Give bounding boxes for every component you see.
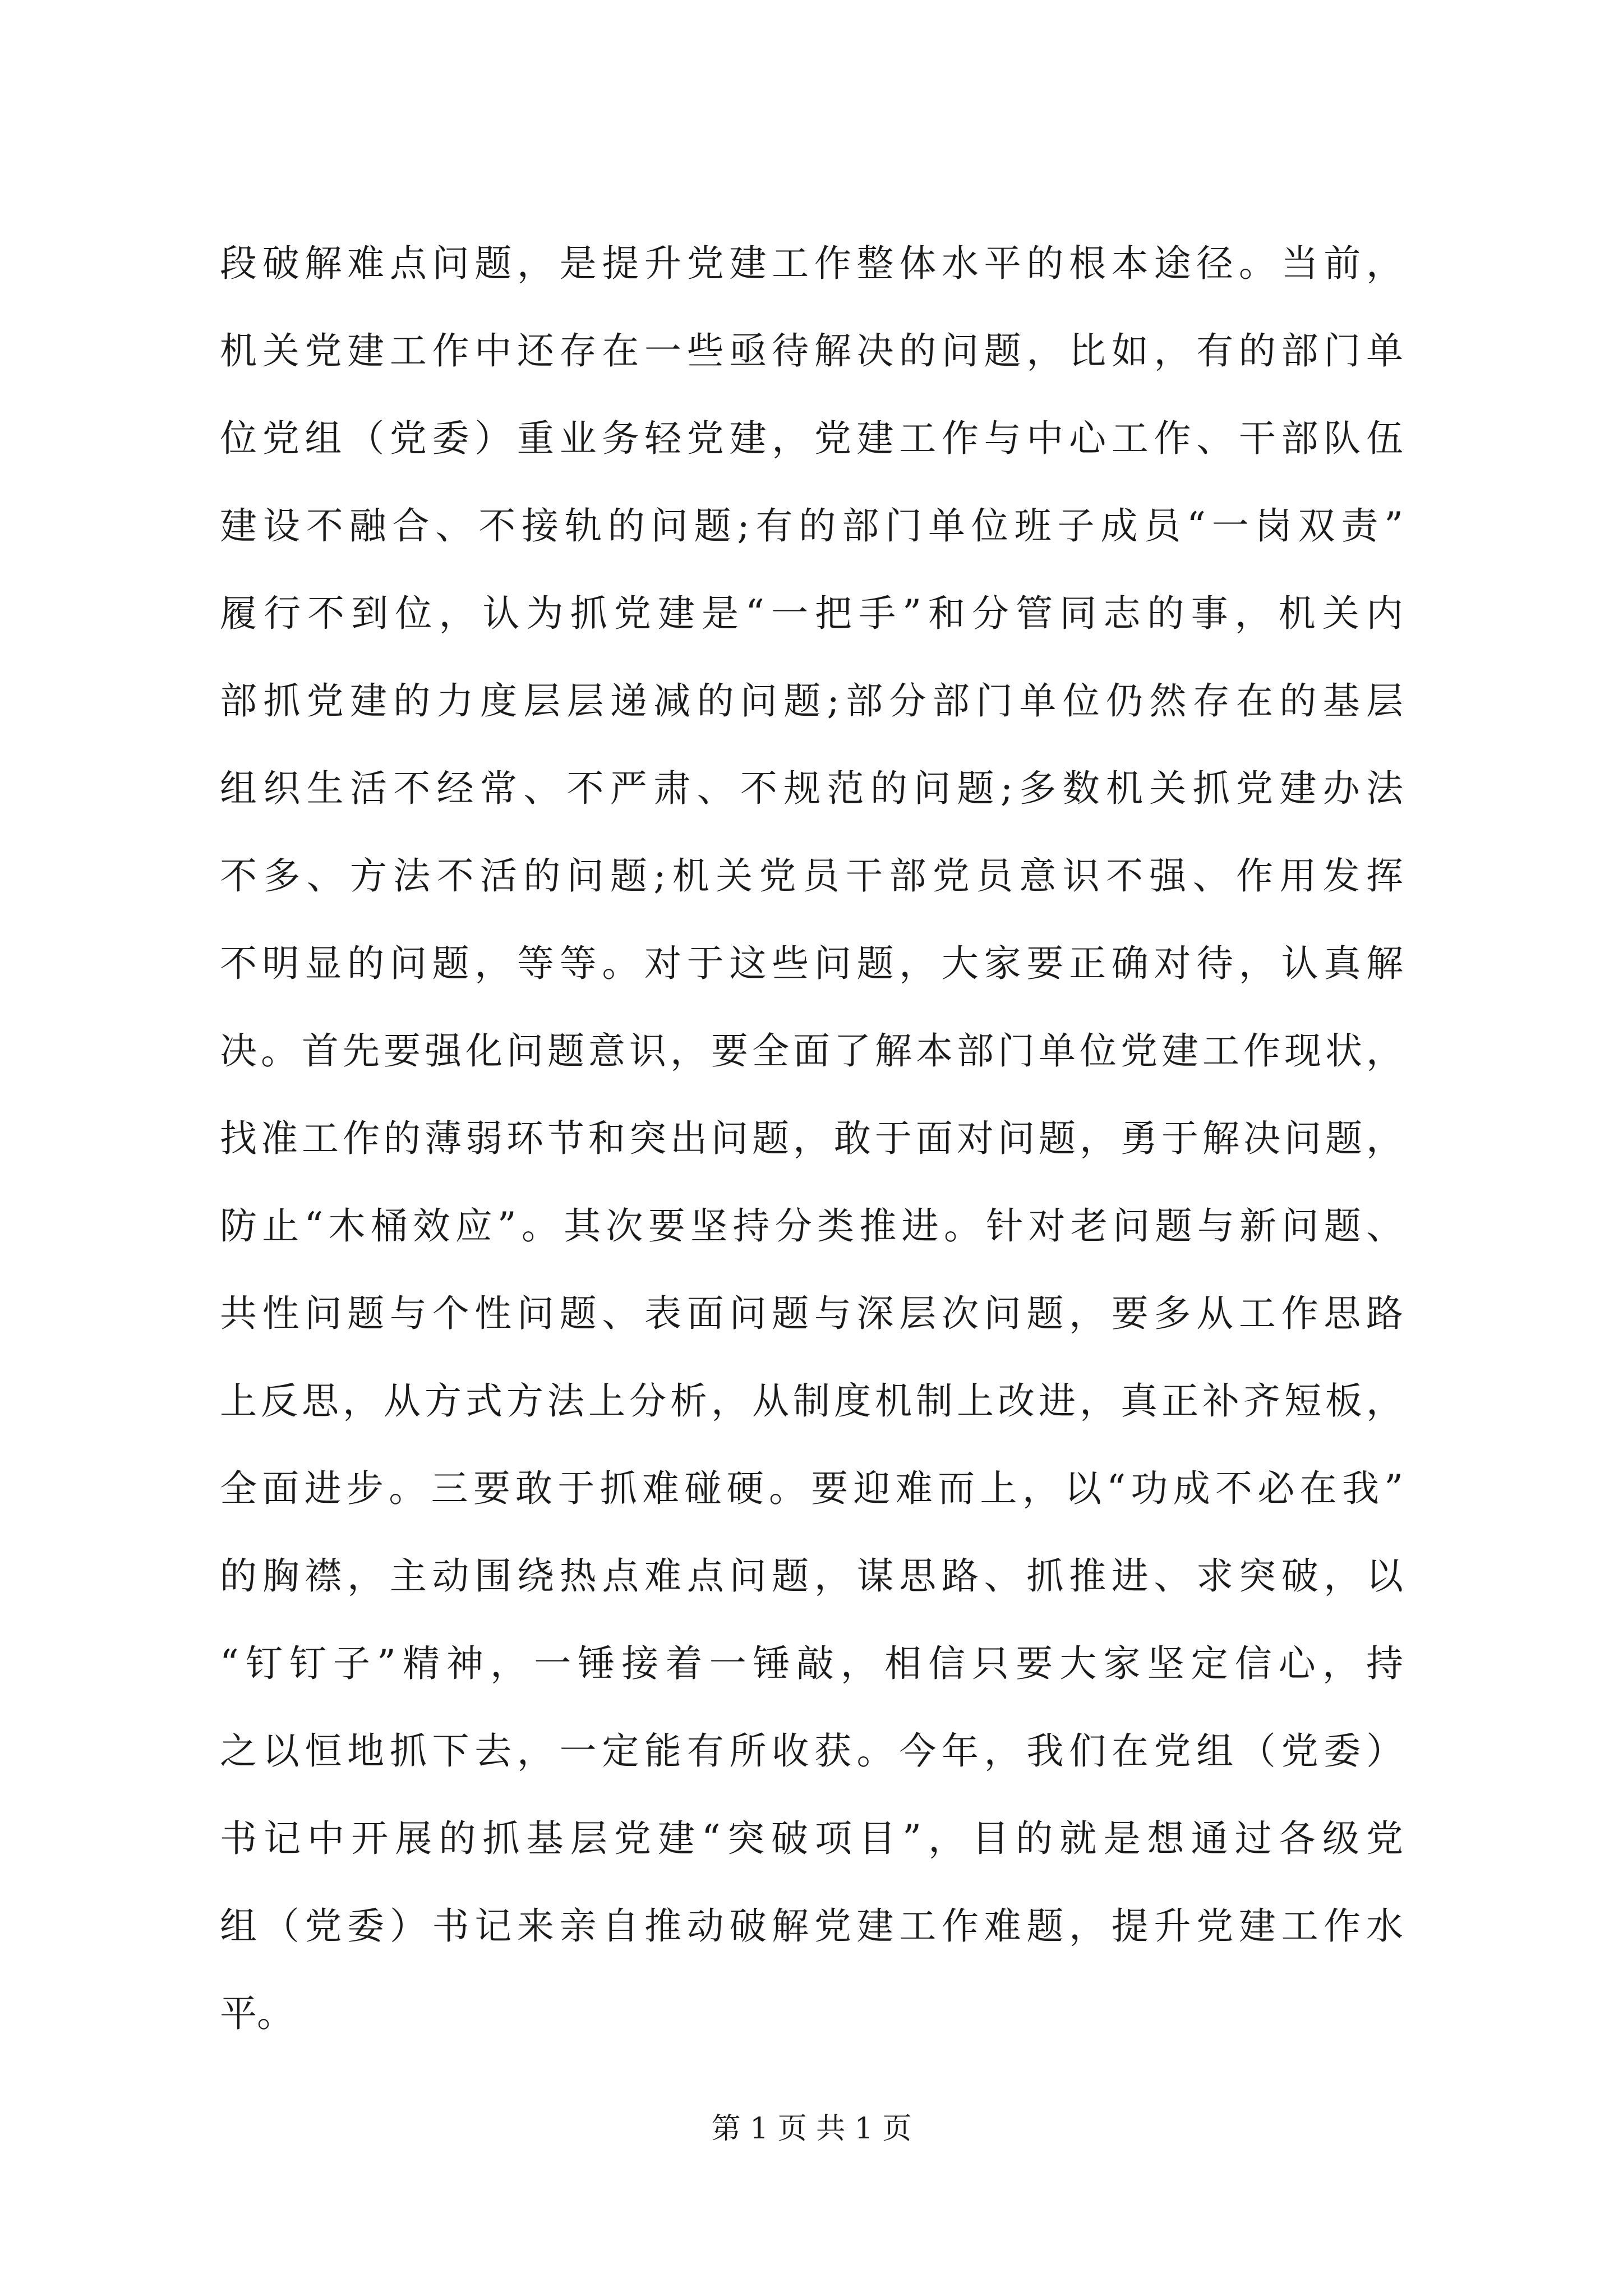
text-line: 决。首先要强化问题意识，要全面了解本部门单位党建工作现状， — [220, 1029, 1403, 1073]
text-line: 不多、方法不活的问题;机关党员干部党员意识不强、作用发挥 — [220, 854, 1403, 898]
text-line: 上反思，从方式方法上分析，从制度机制上改进，真正补齐短板， — [220, 1379, 1403, 1423]
page-footer: 第 1 页 共 1 页 — [711, 2112, 912, 2146]
body-text — [220, 220, 1403, 2058]
text-line: 防止“木桶效应”。其次要坚持分类推进。针对老问题与新问题、 — [220, 1204, 1403, 1248]
text-line: 之以恒地抓下去，一定能有所收获。今年，我们在党组（党委） — [220, 1729, 1403, 1773]
text-line: 全面进步。三要敢于抓难碰硬。要迎难而上，以“功成不必在我” — [220, 1467, 1403, 1510]
text-line: 的胸襟，主动围绕热点难点问题，谋思路、抓推进、求突破，以 — [220, 1554, 1403, 1598]
text-line: 不明显的问题，等等。对于这些问题，大家要正确对待，认真解 — [220, 942, 1403, 985]
text-line: 履行不到位，认为抓党建是“一把手”和分管同志的事，机关内 — [220, 592, 1403, 635]
text-line: 组（党委）书记来亲自推动破解党建工作难题，提升党建工作水 — [220, 1904, 1403, 1948]
text-line: 机关党建工作中还存在一些亟待解决的问题，比如，有的部门单 — [220, 329, 1403, 372]
text-line: 共性问题与个性问题、表面问题与深层次问题，要多从工作思路 — [220, 1292, 1403, 1335]
text-line: “钉钉子”精神，一锤接着一锤敲，相信只要大家坚定信心，持 — [220, 1642, 1403, 1685]
text-line: 找准工作的薄弱环节和突出问题，敢于面对问题，勇于解决问题， — [220, 1117, 1403, 1160]
text-line: 建设不融合、不接轨的问题;有的部门单位班子成员“一岗双责” — [220, 504, 1403, 547]
text-line: 位党组（党委）重业务轻党建，党建工作与中心工作、干部队伍 — [220, 417, 1403, 460]
text-line: 段破解难点问题，是提升党建工作整体水平的根本途径。当前， — [220, 242, 1403, 285]
text-line: 平。 — [220, 1992, 294, 2035]
text-line: 部抓党建的力度层层递减的问题;部分部门单位仍然存在的基层 — [220, 679, 1403, 723]
text-line: 书记中开展的抓基层党建“突破项目”，目的就是想通过各级党 — [220, 1817, 1403, 1860]
text-line: 组织生活不经常、不严肃、不规范的问题;多数机关抓党建办法 — [220, 767, 1403, 810]
